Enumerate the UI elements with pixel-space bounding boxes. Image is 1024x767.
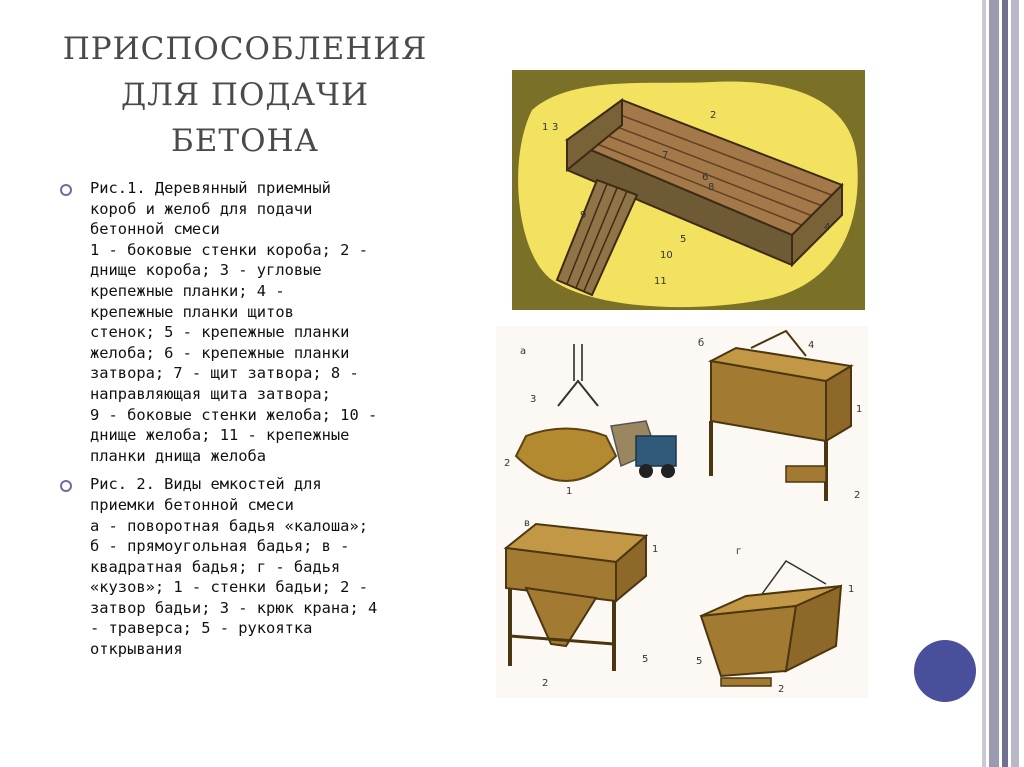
title-line-1: ПРИСПОСОБЛЕНИЯ [62, 31, 428, 67]
callout-2: 2 [710, 110, 717, 121]
callout-7: 7 [662, 150, 669, 161]
part-label-1-b: 1 [856, 404, 863, 415]
bullet-circle-icon [60, 480, 72, 492]
part-label-5-v: 5 [642, 654, 649, 665]
panel-label-b: б [698, 338, 705, 349]
part-label-2-v: 2 [542, 678, 549, 689]
figure-wooden-box-chute [512, 70, 865, 310]
stripe-3 [1002, 0, 1008, 767]
stripe-2 [989, 0, 999, 767]
callout-9: 9 [580, 210, 587, 221]
callout-3: 3 [552, 122, 559, 133]
wooden-box-illustration [512, 70, 865, 310]
stripe-1 [982, 0, 986, 767]
buckets-illustration [496, 326, 868, 698]
bucket-a-illustration [504, 344, 676, 497]
bucket-b-illustration [698, 331, 862, 501]
part-label-1-g: 1 [848, 584, 855, 595]
part-label-2: 2 [504, 458, 511, 469]
bullet-circle-icon [60, 184, 72, 196]
panel-label-a: а [520, 346, 527, 357]
bullet-list [58, 178, 428, 668]
stripe-4 [1011, 0, 1019, 767]
bullet-text-fig1: Рис.1. Деревянный приемный короб и желоб для подачи бетонной смеси 1 - боковые стенки короба; 2 - днище короба; 3 - угловые крепежные планки; 4 - крепежные планки щитов стенок; 5 - крепежные планки желоба; 6 - крепежные планки затвора; 7 - щит затвора; 8 - направляющая щита затвора; 9 - боковые стенки желоба; 10 - днище желоба; 11 - крепежные планки днища желоба [90, 179, 378, 465]
part-label-3: 3 [530, 394, 537, 405]
bullet-text-fig2: Рис. 2. Виды емкостей для приемки бетонной смеси а - поворотная бадья «калоша»; б - прямоугольная бадья; в - квадратная бадья; г - бадья «кузов»; 1 - стенки бадьи; 2 - затвор бадьи; 3 - крюк крана; 4 - траверса; 5 - рукоятка открывания [90, 475, 378, 659]
bullet-item-fig2 [58, 474, 428, 659]
bucket-g-illustration [696, 546, 854, 695]
callout-6: 6 [702, 172, 709, 183]
panel-label-g: г [736, 546, 742, 557]
part-label-4-b: 4 [808, 340, 815, 351]
part-label-2-b: 2 [854, 490, 861, 501]
title-line-2: ДЛЯ ПОДАЧИ [120, 77, 370, 113]
callout-8: 8 [708, 182, 715, 193]
part-label-1: 1 [566, 486, 573, 497]
bucket-v-illustration [506, 518, 658, 689]
callout-4: 4 [824, 222, 831, 233]
decorative-circle [914, 640, 976, 702]
callout-10: 10 [660, 250, 673, 261]
part-label-5-g: 5 [696, 656, 703, 667]
figure-concrete-buckets [496, 326, 868, 698]
bullet-item-fig1 [58, 178, 428, 466]
part-label-1-v: 1 [652, 544, 659, 555]
callout-1: 1 [542, 122, 549, 133]
right-edge-stripes [980, 0, 1024, 767]
callout-11: 11 [654, 276, 667, 287]
part-label-2-g: 2 [778, 684, 785, 695]
panel-label-v: в [524, 518, 530, 529]
slide-title [60, 26, 430, 164]
callout-5: 5 [680, 234, 687, 245]
title-line-3: БЕТОНА [170, 123, 319, 159]
